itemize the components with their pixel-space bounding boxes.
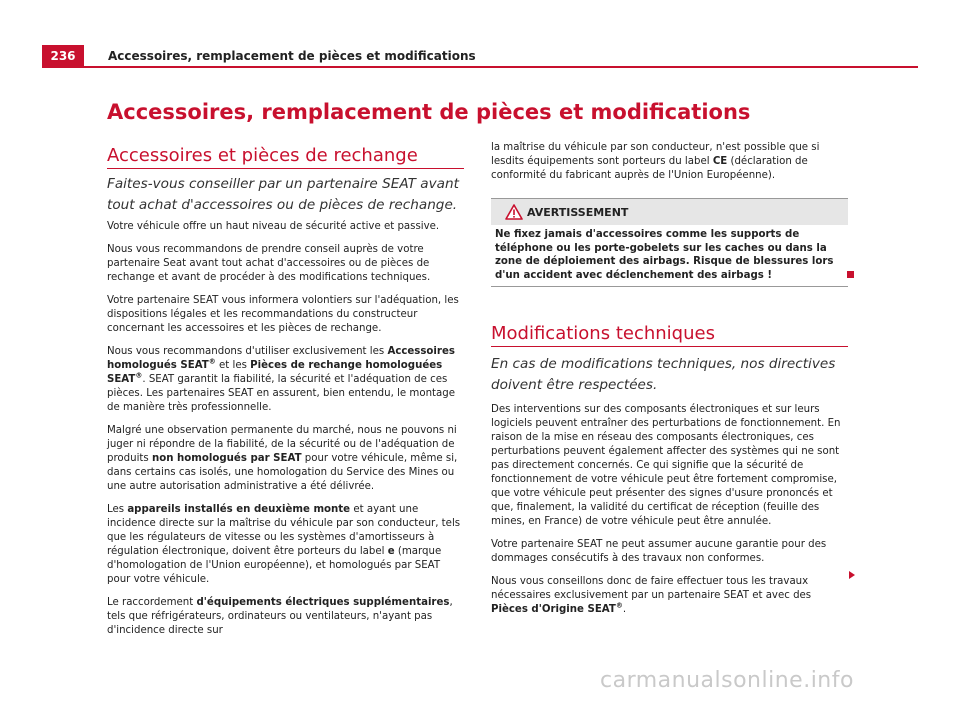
paragraph: Nous vous recommandons d'utiliser exclusivement les Accessoires homologués SEAT® et les Pièces de rechange homologuées SEAT®. SEAT garantit la fiabilité, la sécurité et l'adéquation de ces pièces. Les partenaires SEAT en assurent, bien entendu, le montage de manière très professionnelle.: [107, 346, 455, 413]
page-title: Accessoires, remplacement de pièces et modifications: [107, 100, 751, 124]
bold-term: Pièces d'Origine SEAT: [491, 604, 616, 615]
bold-term: appareils installés en deuxième monte: [127, 504, 351, 515]
paragraph: Malgré une observation permanente du marché, nous ne pouvons ni juger ni répondre de la fiabilité, de la sécurité ou de l'adéquation de produits non homologués par SEAT pour votre véhicule, même si, dans certains cas isolés, une homologation du Service des Mines ou une autre autorisation administrative a été délivrée.: [107, 425, 458, 492]
right-column-continuation: [491, 141, 849, 192]
paragraph: Votre partenaire SEAT vous informera volontiers sur l'adéquation, les dispositions légales et les recommandations du constructeur concernant les accessoires et les pièces de rechange.: [107, 295, 459, 334]
warning-triangle-icon: [505, 204, 523, 220]
section-rule: [107, 168, 464, 169]
watermark: carmanualsonline.info: [600, 668, 854, 693]
paragraph: Nous vous conseillons donc de faire effectuer tous les travaux nécessaires exclusivement par un partenaire SEAT et avec des Pièces d'Origine SEAT®.: [491, 576, 812, 615]
paragraph: Nous vous recommandons de prendre conseil auprès de votre partenaire Seat avant tout achat d'accessoires ou de pièces de rechange et avant de procéder à des modifications techniques.: [107, 244, 431, 283]
paragraph: Votre véhicule offre un haut niveau de sécurité active et passive.: [107, 221, 440, 232]
section-end-marker-icon: [847, 271, 854, 278]
running-header-title: Accessoires, remplacement de pièces et modifications: [108, 49, 476, 63]
bold-term: Pièces de rechange homologuées SEAT: [107, 360, 443, 385]
section-intro: Faites-vous conseiller par un partenaire SEAT avant tout achat d'accessoires ou de pièces de rechange.: [107, 176, 459, 213]
paragraph: Les appareils installés en deuxième monte et ayant une incidence directe sur la maîtrise du véhicule par son conducteur, tels que les régulateurs de vitesse ou les systèmes d'amortisseurs à régulation électronique, doivent être porteurs du label e (marque d'homologation de l'Union européenne), et homologués par SEAT pour votre véhicule.: [107, 504, 461, 585]
page-number: 236: [42, 45, 84, 67]
bold-term: non homologués par SEAT: [151, 453, 302, 464]
section-rule: [491, 346, 848, 347]
paragraph: Des interventions sur des composants électroniques et sur leurs logiciels peuvent entraîner des perturbations de fonctionnement. En raison de la mise en réseau des composants électroniques, ces perturbations peuvent également affecter des systèmes qui ne sont pas directement concernés. Ce qui signifie que la sécurité de fonctionnement de votre véhicule peut être fortement compromise, que votre véhicule peut présenter des signes d'usure prononcés et que, finalement, la validité du certificat de réception (feuille des mines, en France) de votre véhicule peut être annulée.: [491, 404, 841, 527]
paragraph: Votre partenaire SEAT ne peut assumer aucune garantie pour des dommages consécutifs à des travaux non conformes.: [491, 539, 827, 564]
left-column-body: [107, 220, 463, 647]
bold-term: Accessoires homologués SEAT: [107, 346, 455, 371]
warning-text: Ne fixez jamais d'accessoires comme les supports de téléphone ou les porte-gobelets sur les caches ou dans la zone de déploiement des airbags. Risque de blessures lors d'un accident avec déclenchement des airbags !: [495, 229, 834, 281]
continue-arrow-icon: [849, 571, 855, 579]
header-rule: [42, 66, 918, 68]
paragraph: Le raccordement d'équipements électriques supplémentaires, tels que réfrigérateurs, ordinateurs ou ventilateurs, n'ayant pas d'incidence directe sur: [107, 597, 453, 636]
section-intro: En cas de modifications techniques, nos directives doivent être respectées.: [491, 356, 836, 393]
section-title-accessoires: Accessoires et pièces de rechange: [107, 145, 418, 166]
bold-term: CE: [712, 156, 728, 167]
section-title-modifications: Modifications techniques: [491, 323, 715, 344]
paragraph: la maîtrise du véhicule par son conducteur, n'est possible que si lesdits équipements sont porteurs du label CE (déclaration de conformité du fabricant auprès de l'Union Européenne).: [491, 142, 820, 181]
right-column-body: [491, 403, 849, 626]
bold-term: e: [387, 546, 395, 557]
bold-term: d'équipements électriques supplémentaires: [196, 597, 450, 608]
warning-title: AVERTISSEMENT: [527, 206, 629, 219]
